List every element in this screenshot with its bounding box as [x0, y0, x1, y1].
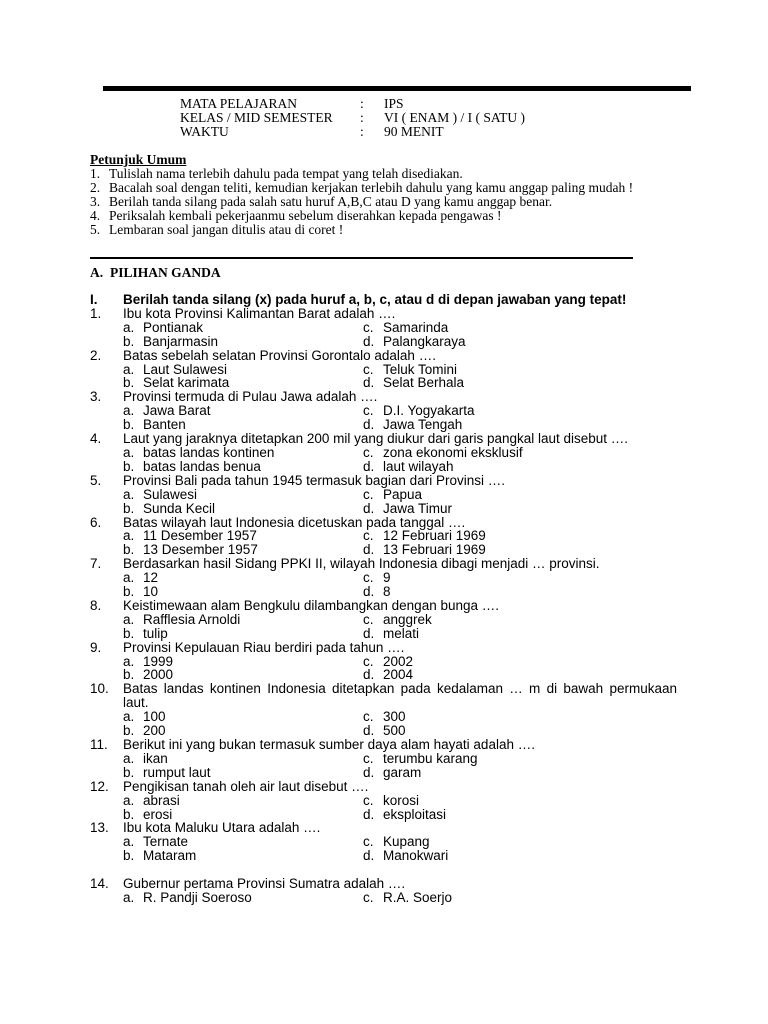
- option-a[interactable]: [123, 488, 363, 502]
- option-text: batas landas benua: [143, 458, 261, 474]
- option-letter: c.: [363, 361, 374, 377]
- option-letter: b.: [123, 584, 135, 600]
- option-letter: c.: [363, 709, 374, 725]
- question-number: 1.: [90, 305, 102, 321]
- question-number: 7.: [90, 556, 102, 572]
- question-item: [90, 641, 677, 683]
- option-c[interactable]: [363, 891, 452, 905]
- question-stem: [90, 390, 677, 404]
- option-c[interactable]: [363, 529, 486, 543]
- option-row: [90, 891, 677, 905]
- option-row: [90, 794, 677, 808]
- option-letter: b.: [123, 500, 135, 516]
- option-d[interactable]: [363, 808, 446, 822]
- option-text: 12: [143, 570, 159, 586]
- option-a[interactable]: [123, 794, 363, 808]
- option-row: [90, 446, 677, 460]
- option-letter: c.: [363, 528, 374, 544]
- header-colon: :: [360, 96, 364, 111]
- option-text: 500: [383, 723, 406, 739]
- option-letter: c.: [363, 890, 374, 906]
- instructions-title: Petunjuk Umum: [90, 152, 187, 167]
- header-colon: :: [360, 124, 364, 139]
- instruction-text: Bacalah soal dengan teliti, kemudian kerjakan terlebih dahulu yang kamu anggap paling mudah !: [109, 180, 634, 195]
- question-stem: [90, 821, 677, 835]
- option-letter: d.: [363, 584, 375, 600]
- option-text: Sunda Kecil: [143, 500, 216, 516]
- option-row: [90, 418, 677, 432]
- option-text: D.I. Yogyakarta: [383, 403, 475, 419]
- option-c[interactable]: [363, 446, 523, 460]
- option-text: 100: [143, 709, 166, 725]
- option-row: [90, 835, 677, 849]
- option-letter: c.: [363, 319, 374, 335]
- question-text: Ibu kota Maluku Utara adalah ….: [123, 820, 321, 836]
- option-d[interactable]: [363, 543, 486, 557]
- option-a[interactable]: [123, 529, 363, 543]
- section-title: PILIHAN GANDA: [110, 265, 221, 280]
- question-text: Keistimewaan alam Bengkulu dilambangkan dengan bunga ….: [123, 597, 499, 613]
- option-c[interactable]: [363, 571, 391, 585]
- option-letter: c.: [363, 403, 374, 419]
- top-rule: [103, 86, 691, 91]
- question-number: 4.: [90, 431, 102, 447]
- option-d[interactable]: [363, 376, 464, 390]
- option-text: R. Pandji Soeroso: [143, 890, 252, 906]
- question-number: 6.: [90, 514, 102, 530]
- question-text: Pengikisan tanah oleh air laut disebut ….: [123, 778, 369, 794]
- option-b[interactable]: [123, 543, 363, 557]
- question-text: Batas sebelah selatan Provinsi Gorontalo adalah ….: [123, 347, 436, 363]
- question-item: [90, 474, 677, 516]
- option-text: abrasi: [143, 792, 180, 808]
- option-letter: a.: [123, 611, 135, 627]
- option-text: 13 Desember 1957: [143, 542, 258, 558]
- option-row: [90, 808, 677, 822]
- option-letter: d.: [363, 417, 375, 433]
- option-row: [90, 321, 677, 335]
- option-letter: a.: [123, 750, 135, 766]
- question-text: Berdasarkan hasil Sidang PPKI II, wilayah Indonesia dibagi menjadi … provinsi.: [123, 556, 600, 572]
- option-a[interactable]: [123, 835, 363, 849]
- option-d[interactable]: [363, 502, 452, 516]
- option-letter: a.: [123, 709, 135, 725]
- option-d[interactable]: [363, 585, 391, 599]
- option-d[interactable]: [363, 335, 466, 349]
- option-a[interactable]: [123, 710, 363, 724]
- question-item: [90, 432, 677, 474]
- instruction-item: [90, 195, 677, 209]
- option-text: rumput laut: [143, 764, 211, 780]
- option-row: [90, 668, 677, 682]
- section-heading: [90, 265, 221, 281]
- option-letter: a.: [123, 361, 135, 377]
- option-text: tulip: [143, 625, 168, 641]
- option-b[interactable]: [123, 724, 363, 738]
- option-c[interactable]: [363, 794, 419, 808]
- option-c[interactable]: [363, 363, 457, 377]
- option-row: [90, 363, 677, 377]
- option-row: [90, 724, 677, 738]
- section-divider: [90, 257, 633, 259]
- option-text: Samarinda: [383, 319, 449, 335]
- option-text: 200: [143, 723, 166, 739]
- option-b[interactable]: [123, 849, 363, 863]
- option-a[interactable]: [123, 321, 363, 335]
- instruction-number: 5.: [90, 222, 101, 237]
- question-stem: [90, 432, 677, 446]
- option-letter: d.: [363, 625, 375, 641]
- option-letter: d.: [363, 764, 375, 780]
- option-text: Palangkaraya: [383, 333, 466, 349]
- option-c[interactable]: [363, 613, 432, 627]
- option-letter: d.: [363, 723, 375, 739]
- option-b[interactable]: [123, 460, 363, 474]
- option-row: [90, 529, 677, 543]
- option-b[interactable]: [123, 418, 363, 432]
- option-row: [90, 752, 677, 766]
- option-letter: d.: [363, 375, 375, 391]
- option-letter: a.: [123, 528, 135, 544]
- option-letter: c.: [363, 792, 374, 808]
- question-item: [90, 557, 677, 599]
- option-row: [90, 571, 677, 585]
- instruction-number: 2.: [90, 180, 101, 195]
- option-letter: b.: [123, 375, 135, 391]
- option-text: Banjarmasin: [143, 333, 219, 349]
- instruction-item: [90, 181, 677, 195]
- option-row: [90, 849, 677, 863]
- option-c[interactable]: [363, 752, 478, 766]
- instruction-number: 3.: [90, 194, 101, 209]
- option-row: [90, 710, 677, 724]
- option-text: Kupang: [383, 834, 430, 850]
- option-letter: c.: [363, 570, 374, 586]
- instruction-roman-number: I.: [90, 292, 98, 307]
- option-text: Manokwari: [383, 848, 449, 864]
- question-stem: [90, 557, 677, 571]
- questions-container: [90, 307, 677, 905]
- option-letter: b.: [123, 764, 135, 780]
- question-stem: [90, 349, 677, 363]
- question-item: [90, 738, 677, 780]
- option-row: [90, 543, 677, 557]
- option-row: [90, 613, 677, 627]
- option-a[interactable]: [123, 571, 363, 585]
- option-text: 13 Februari 1969: [383, 542, 486, 558]
- question-number: 9.: [90, 639, 102, 655]
- general-instructions: [90, 153, 677, 237]
- option-letter: a.: [123, 403, 135, 419]
- option-letter: d.: [363, 542, 375, 558]
- question-text: Batas landas kontinen Indonesia ditetapkan pada kedalaman … m di bawah permukaan laut.: [123, 681, 677, 711]
- option-letter: b.: [123, 806, 135, 822]
- option-text: Ternate: [143, 834, 189, 850]
- instruction-text: Berilah tanda silang pada salah satu huruf A,B,C atau D yang kamu anggap benar.: [109, 194, 553, 209]
- option-d[interactable]: [363, 418, 462, 432]
- header-value: IPS: [384, 96, 404, 111]
- option-letter: b.: [123, 458, 135, 474]
- question-stem: [90, 641, 677, 655]
- question-text: Laut yang jaraknya ditetapkan 200 mil yang diukur dari garis pangkal laut disebut ….: [123, 431, 629, 447]
- question-stem: [90, 516, 677, 530]
- question-item: [90, 682, 677, 738]
- header-label: WAKTU: [180, 124, 229, 139]
- option-a[interactable]: [123, 613, 363, 627]
- instruction-number: 4.: [90, 208, 101, 223]
- question-item: [90, 599, 677, 641]
- option-b[interactable]: [123, 585, 363, 599]
- option-b[interactable]: [123, 627, 363, 641]
- option-c[interactable]: [363, 710, 406, 724]
- option-text: Jawa Barat: [143, 403, 211, 419]
- option-d[interactable]: [363, 724, 406, 738]
- option-b[interactable]: [123, 376, 363, 390]
- option-letter: d.: [363, 500, 375, 516]
- question-item: [90, 349, 677, 391]
- option-letter: a.: [123, 834, 135, 850]
- option-text: Teluk Tomini: [383, 361, 458, 377]
- option-letter: b.: [123, 723, 135, 739]
- option-letter: c.: [363, 750, 374, 766]
- option-d[interactable]: [363, 460, 454, 474]
- question-stem: [90, 738, 677, 752]
- instruction-text: Lembaran soal jangan ditulis atau di coret !: [109, 222, 344, 237]
- option-d[interactable]: [363, 627, 419, 641]
- question-spacer: [90, 863, 677, 877]
- question-stem: [90, 307, 677, 321]
- option-d[interactable]: [363, 849, 448, 863]
- option-row: [90, 488, 677, 502]
- option-letter: a.: [123, 570, 135, 586]
- question-list: [90, 293, 677, 905]
- option-c[interactable]: [363, 404, 475, 418]
- option-text: Rafflesia Arnoldi: [143, 611, 241, 627]
- option-b[interactable]: [123, 766, 363, 780]
- header-colon: :: [360, 110, 364, 125]
- question-number: 12.: [90, 778, 109, 794]
- option-text: 1999: [143, 653, 174, 669]
- question-text: Provinsi Kepulauan Riau berdiri pada tahun ….: [123, 639, 405, 655]
- option-text: Selat karimata: [143, 375, 230, 391]
- option-text: batas landas kontinen: [143, 444, 275, 460]
- question-number: 5.: [90, 472, 102, 488]
- header-row-subject: [180, 97, 525, 111]
- option-letter: b.: [123, 848, 135, 864]
- question-stem: [90, 599, 677, 613]
- option-letter: c.: [363, 611, 374, 627]
- option-text: 2004: [383, 667, 414, 683]
- option-text: Laut Sulawesi: [143, 361, 228, 377]
- question-stem: [90, 474, 677, 488]
- option-row: [90, 335, 677, 349]
- option-b[interactable]: [123, 335, 363, 349]
- option-a[interactable]: [123, 752, 363, 766]
- option-text: 12 Februari 1969: [383, 528, 486, 544]
- option-text: 11 Desember 1957: [143, 528, 257, 544]
- option-letter: d.: [363, 848, 375, 864]
- header-row-time: [180, 125, 525, 139]
- option-text: garam: [383, 764, 422, 780]
- option-row: [90, 376, 677, 390]
- option-b[interactable]: [123, 808, 363, 822]
- option-b[interactable]: [123, 502, 363, 516]
- option-a[interactable]: [123, 363, 363, 377]
- question-text: Batas wilayah laut Indonesia dicetuskan pada tanggal ….: [123, 514, 466, 530]
- option-letter: d.: [363, 806, 375, 822]
- instruction-text: Berilah tanda silang (x) pada huruf a, b, c, atau d di depan jawaban yang tepat!: [123, 292, 627, 307]
- instruction-number: 1.: [90, 166, 101, 181]
- question-text: Gubernur pertama Provinsi Sumatra adalah ….: [123, 876, 406, 892]
- option-letter: b.: [123, 417, 135, 433]
- question-text: Provinsi Bali pada tahun 1945 termasuk bagian dari Provinsi ….: [123, 472, 505, 488]
- header-row-class: [180, 111, 525, 125]
- question-item: [90, 390, 677, 432]
- option-letter: b.: [123, 542, 135, 558]
- option-text: 300: [383, 709, 406, 725]
- option-c[interactable]: [363, 655, 413, 669]
- option-text: Papua: [383, 486, 423, 502]
- option-row: [90, 627, 677, 641]
- option-letter: a.: [123, 486, 135, 502]
- question-number: 14.: [90, 876, 109, 892]
- question-stem: [90, 682, 677, 710]
- question-text: Provinsi termuda di Pulau Jawa adalah ….: [123, 389, 378, 405]
- exam-header: [180, 97, 525, 139]
- option-text: zona ekonomi eksklusif: [383, 444, 523, 460]
- option-text: Pontianak: [143, 319, 204, 335]
- option-letter: c.: [363, 486, 374, 502]
- option-text: 8: [383, 584, 391, 600]
- header-value: VI ( ENAM ) / I ( SATU ): [384, 110, 525, 125]
- question-number: 10.: [90, 681, 109, 697]
- question-number: 8.: [90, 597, 102, 613]
- option-row: [90, 502, 677, 516]
- section-letter: A.: [90, 265, 104, 280]
- header-value: 90 MENIT: [384, 124, 444, 139]
- option-letter: a.: [123, 792, 135, 808]
- question-text: Ibu kota Provinsi Kalimantan Barat adalah ….: [123, 305, 396, 321]
- question-stem: [90, 780, 677, 794]
- option-c[interactable]: [363, 488, 422, 502]
- question-item: [90, 821, 677, 863]
- option-text: 2000: [143, 667, 174, 683]
- option-letter: a.: [123, 319, 135, 335]
- option-text: ikan: [143, 750, 168, 766]
- option-letter: c.: [363, 834, 374, 850]
- option-letter: b.: [123, 667, 135, 683]
- option-text: 2002: [383, 653, 414, 669]
- option-letter: b.: [123, 333, 135, 349]
- option-text: eksploitasi: [383, 806, 447, 822]
- option-letter: a.: [123, 444, 135, 460]
- question-stem: [90, 877, 677, 891]
- option-text: anggrek: [383, 611, 432, 627]
- option-a[interactable]: [123, 404, 363, 418]
- instruction-item: [90, 223, 677, 237]
- question-number: 11.: [90, 737, 108, 752]
- option-c[interactable]: [363, 835, 430, 849]
- option-text: R.A. Soerjo: [383, 890, 453, 906]
- option-text: Sulawesi: [143, 486, 198, 502]
- option-row: [90, 585, 677, 599]
- option-letter: b.: [123, 625, 135, 641]
- option-letter: c.: [363, 444, 374, 460]
- option-text: Mataram: [143, 848, 197, 864]
- option-row: [90, 766, 677, 780]
- question-instruction: [90, 293, 677, 307]
- question-item: [90, 307, 677, 349]
- option-row: [90, 404, 677, 418]
- option-text: laut wilayah: [383, 458, 454, 474]
- instruction-item: [90, 209, 677, 223]
- instruction-item: [90, 167, 677, 181]
- option-a[interactable]: [123, 446, 363, 460]
- option-text: Jawa Tengah: [383, 417, 463, 433]
- question-item: [90, 516, 677, 558]
- question-number: 2.: [90, 347, 102, 363]
- option-text: 10: [143, 584, 159, 600]
- option-row: [90, 655, 677, 669]
- question-number: 3.: [90, 389, 102, 405]
- option-c[interactable]: [363, 321, 448, 335]
- option-text: Jawa Timur: [383, 500, 453, 516]
- option-text: Selat Berhala: [383, 375, 465, 391]
- option-a[interactable]: [123, 655, 363, 669]
- option-letter: d.: [363, 458, 375, 474]
- option-text: erosi: [143, 806, 173, 822]
- option-text: 9: [383, 570, 391, 586]
- option-letter: d.: [363, 333, 375, 349]
- question-item: [90, 780, 677, 822]
- option-letter: c.: [363, 653, 374, 669]
- option-d[interactable]: [363, 668, 413, 682]
- option-text: terumbu karang: [383, 750, 478, 766]
- option-d[interactable]: [363, 766, 421, 780]
- option-a[interactable]: [123, 891, 363, 905]
- header-label: KELAS / MID SEMESTER: [180, 110, 333, 125]
- option-b[interactable]: [123, 668, 363, 682]
- header-label: MATA PELAJARAN: [180, 96, 298, 111]
- option-row: [90, 460, 677, 474]
- question-item: [90, 877, 677, 905]
- option-text: korosi: [383, 792, 420, 808]
- option-text: Banten: [143, 417, 186, 433]
- option-text: melati: [383, 625, 420, 641]
- option-letter: d.: [363, 667, 375, 683]
- question-number: 13.: [90, 820, 109, 836]
- instruction-text: Tulislah nama terlebih dahulu pada tempat yang telah disediakan.: [109, 166, 463, 181]
- question-text: Berikut ini yang bukan termasuk sumber daya alam hayati adalah ….: [123, 737, 535, 752]
- option-letter: a.: [123, 653, 135, 669]
- option-letter: a.: [123, 890, 135, 906]
- instruction-text: Periksalah kembali pekerjaanmu sebelum diserahkan kepada pengawas !: [109, 208, 502, 223]
